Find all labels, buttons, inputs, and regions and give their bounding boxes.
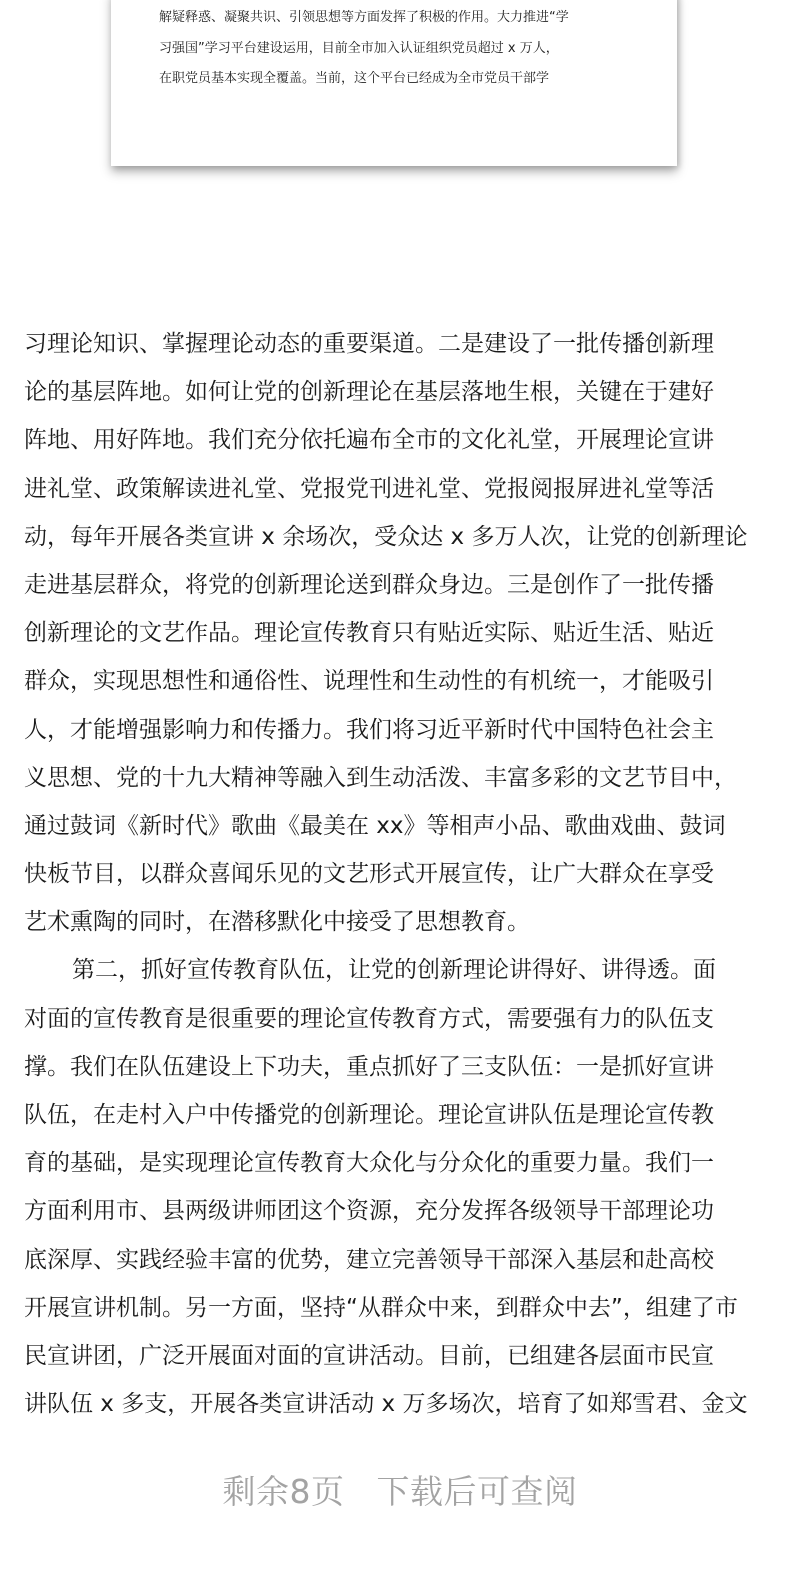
body-line: 人，才能增强影响力和传播力。我们将习近平新时代中国特色社会主	[24, 716, 714, 743]
body-line: 底深厚、实践经验丰富的优势，建立完善领导干部深入基层和赴高校	[24, 1246, 714, 1273]
body-line: 走进基层群众，将党的创新理论送到群众身边。三是创作了一批传播	[24, 571, 714, 598]
document-preview-page	[111, 0, 677, 166]
body-line: 动，每年开展各类宣讲 x 余场次，受众达 x 多万人次，让党的创新理论	[24, 523, 748, 550]
body-line: 群众，实现思想性和通俗性、说理性和生动性的有机统一，才能吸引	[24, 668, 714, 695]
body-line: 义思想、党的十九大精神等融入到生动活泼、丰富多彩的文艺节目中，	[24, 764, 737, 791]
body-line: 讲队伍 x 多支，开展各类宣讲活动 x 万多场次，培育了如郑雪君、金文	[24, 1391, 748, 1418]
body-line: 方面利用市、县两级讲师团这个资源，充分发挥各级领导干部理论功	[24, 1198, 714, 1225]
remaining-pages-label: 剩余8页	[222, 1472, 345, 1511]
document-body	[24, 320, 784, 1428]
body-line: 队伍，在走村入户中传播党的创新理论。理论宣讲队伍是理论宣传教	[24, 1102, 714, 1128]
body-line: 阵地、用好阵地。我们充分依托遍布全市的文化礼堂，开展理论宣讲	[24, 427, 714, 454]
body-line: 通过鼓词《新时代》歌曲《最美在 xx》等相声小品、歌曲戏曲、鼓词	[24, 812, 726, 839]
body-line: 开展宣讲机制。另一方面，坚持“从群众中来，到群众中去”，组建了市	[24, 1294, 738, 1321]
body-line: 民宣讲团，广泛开展面对面的宣讲活动。目前，已组建各层面市民宣	[24, 1342, 714, 1369]
body-line: 快板节目，以群众喜闻乐见的文艺形式开展宣传，让广大群众在享受	[24, 861, 714, 888]
download-to-read-banner[interactable]	[0, 1462, 800, 1522]
preview-page-text	[159, 3, 659, 95]
body-line: 习理论知识、掌握理论动态的重要渠道。二是建设了一批传播创新理	[24, 331, 714, 357]
body-line: 论的基层阵地。如何让党的创新理论在基层落地生根，关键在于建好	[24, 379, 714, 406]
body-line: 育的基础，是实现理论宣传教育大众化与分众化的重要力量。我们一	[24, 1150, 714, 1177]
preview-line: 习强国”学习平台建设运用，目前全市加入认证组织党员超过 x 万人，	[159, 40, 559, 56]
paragraph-start-line: 第二，抓好宣传教育队伍，让党的创新理论讲得好、讲得透。面	[72, 957, 716, 984]
body-line: 进礼堂、政策解读进礼堂、党报党刊进礼堂、党报阅报屏进礼堂等活	[24, 475, 714, 502]
body-line: 撑。我们在队伍建设上下功夫，重点抓好了三支队伍：一是抓好宣讲	[24, 1053, 714, 1080]
body-line: 艺术熏陶的同时，在潜移默化中接受了思想教育。	[24, 909, 530, 936]
body-line: 创新理论的文艺作品。理论宣传教育只有贴近实际、贴近生活、贴近	[24, 620, 714, 647]
preview-line: 解疑释惑、凝聚共识、引领思想等方面发挥了积极的作用。大力推进“学	[159, 10, 569, 25]
body-line: 对面的宣传教育是很重要的理论宣传教育方式，需要强有力的队伍支	[24, 1005, 714, 1032]
preview-line: 在职党员基本实现全覆盖。当前，这个平台已经成为全市党员干部学	[159, 71, 550, 86]
download-prompt-label[interactable]: 下载后可查阅	[376, 1472, 578, 1511]
